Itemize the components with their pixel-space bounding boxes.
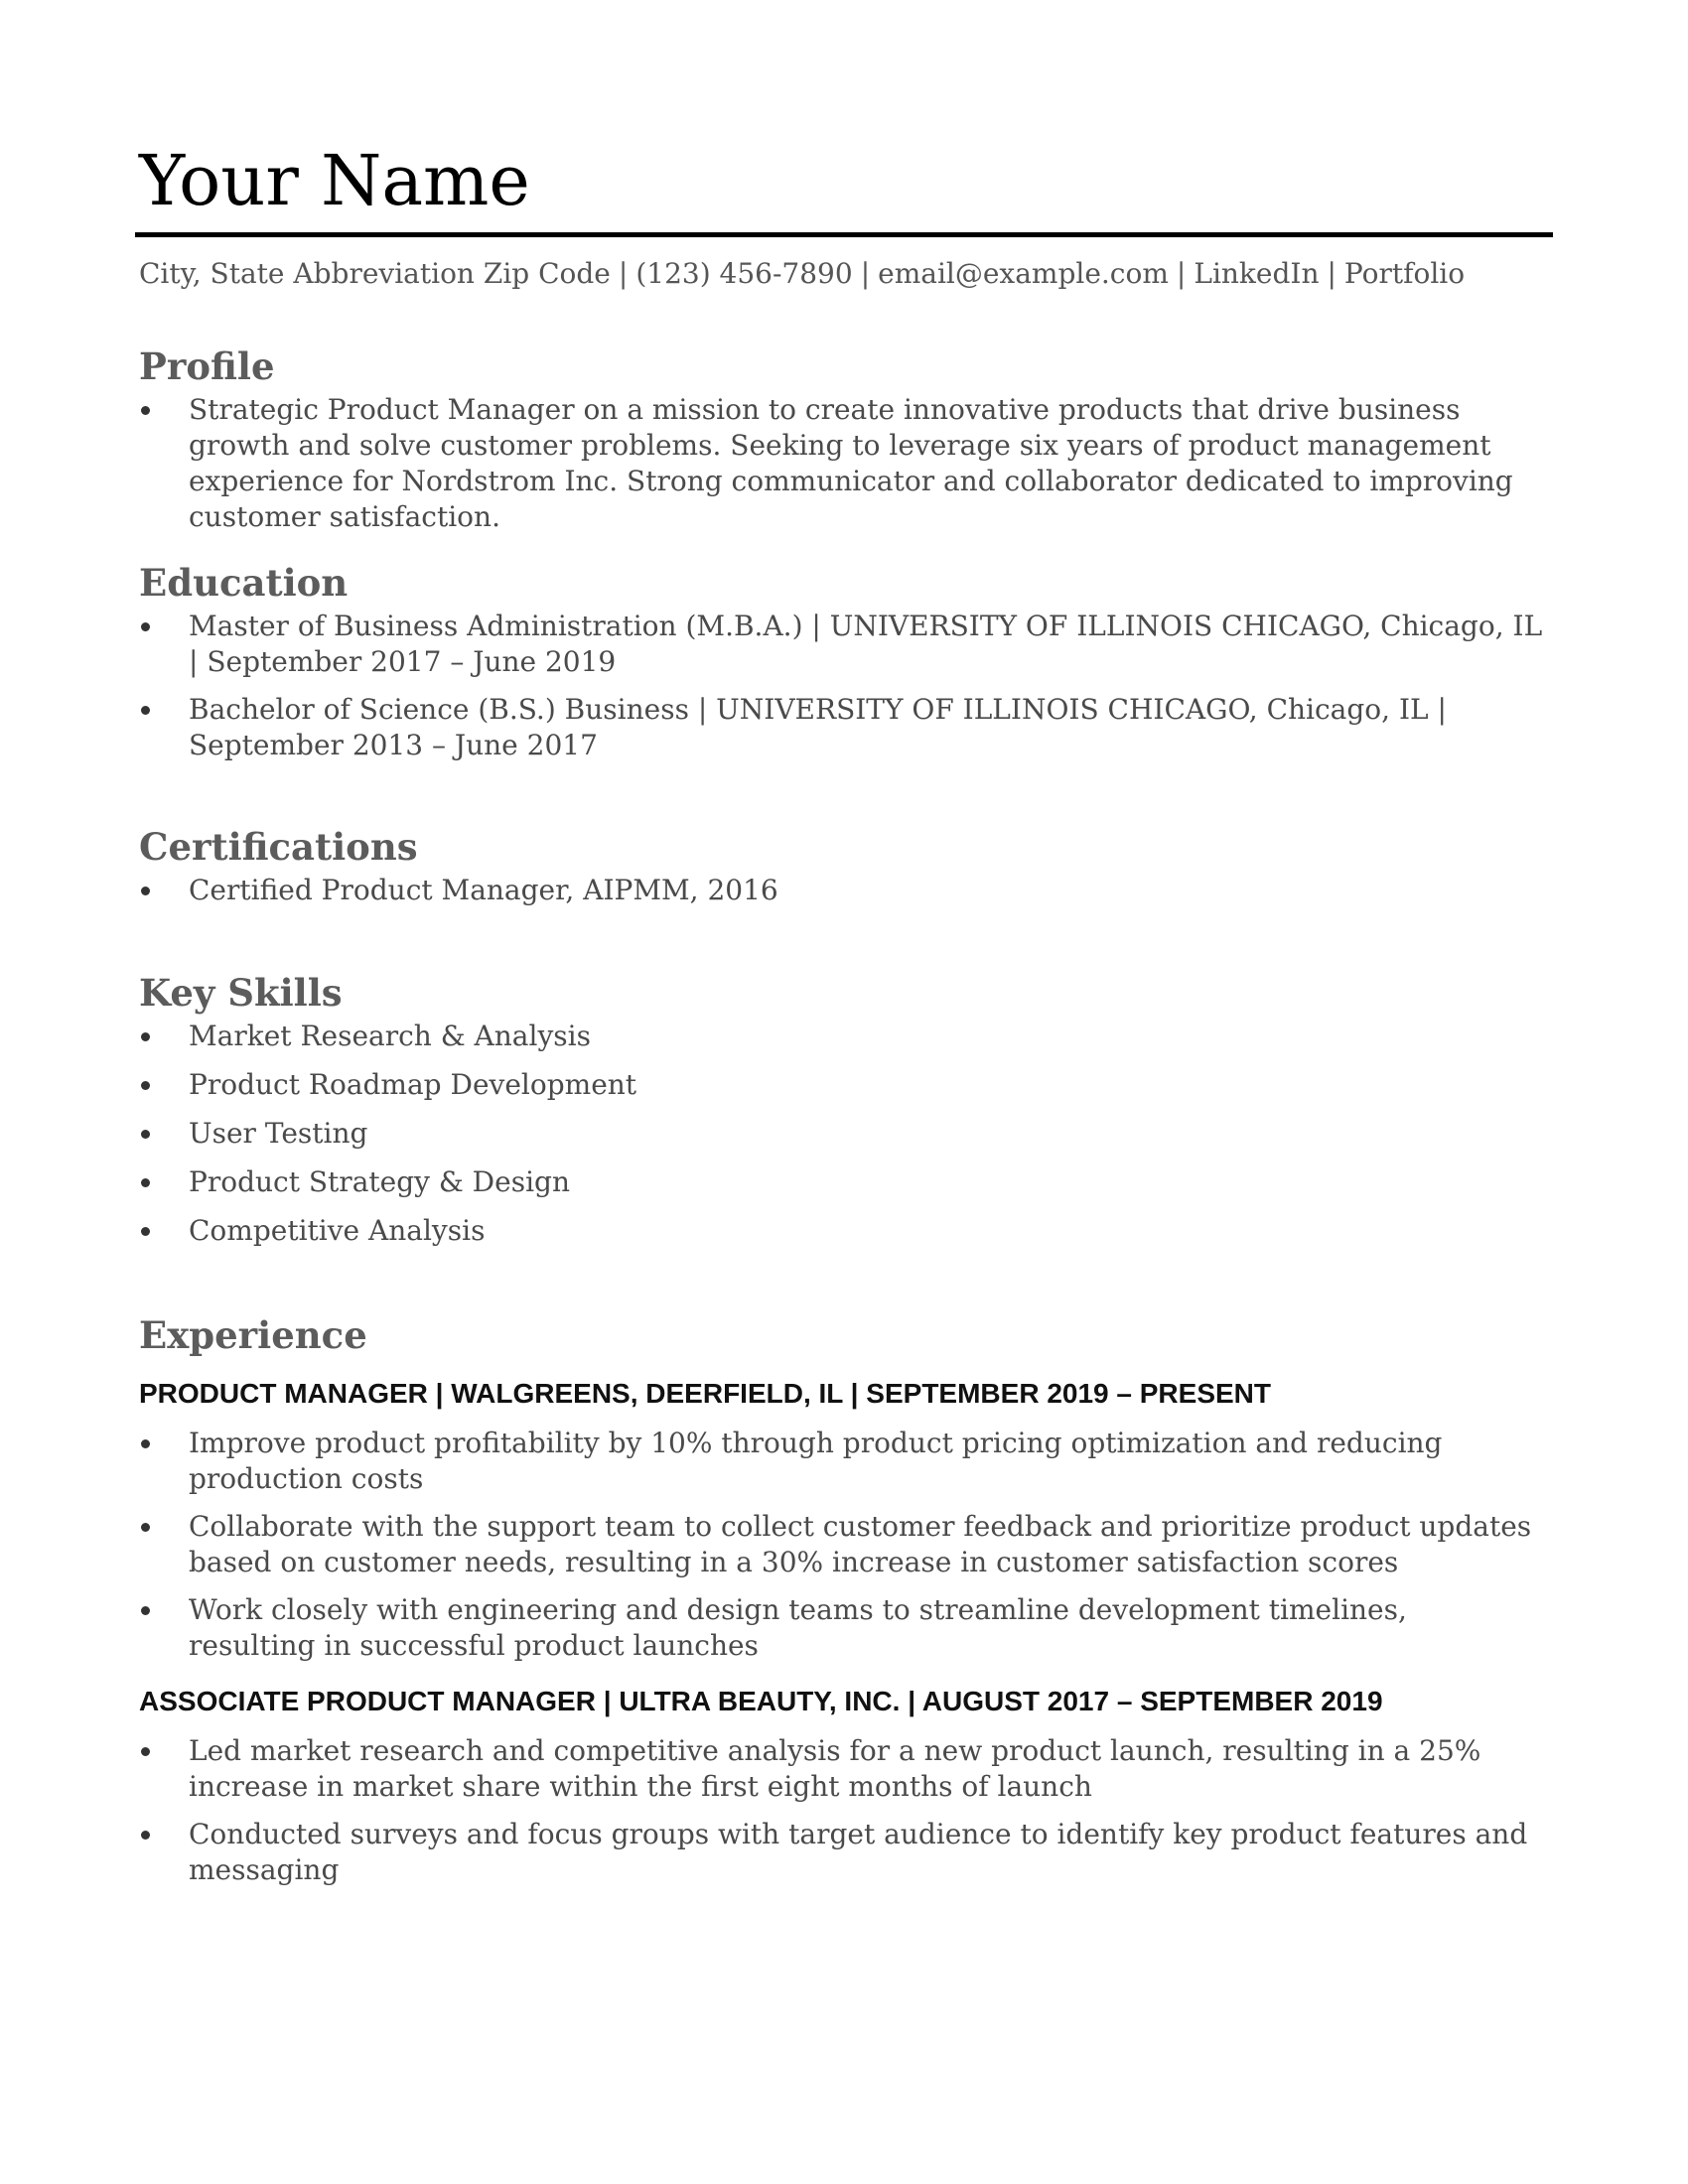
contact-linkedin-link[interactable]: LinkedIn (1194, 257, 1320, 290)
job-title-walgreens: PRODUCT MANAGER | WALGREENS, DEERFIELD, IL | SEPTEMBER 2019 – PRESENT (139, 1378, 1271, 1409)
list-item: User Testing (139, 1116, 1553, 1152)
separator: | (1327, 257, 1336, 290)
bullet-icon (141, 622, 150, 631)
list-item: Master of Business Administration (M.B.A.) | UNIVERSITY OF ILLINOIS CHICAGO, Chicago, IL | September 2017 – June 2019 (139, 609, 1553, 680)
bullet-icon (141, 406, 150, 415)
list-item: Product Roadmap Development (139, 1067, 1553, 1103)
contact-location: City, State Abbreviation Zip Code (139, 257, 611, 290)
bullet-icon (141, 1831, 150, 1840)
contact-line (139, 256, 1553, 292)
list-item: Collaborate with the support team to collect customer feedback and prioritize product updates based on customer needs, resulting in a 30% increase in customer satisfaction scores (139, 1509, 1553, 1580)
bullet-icon (141, 1747, 150, 1756)
certifications-section (139, 824, 1553, 908)
list-item: Improve product profitability by 10% through product pricing optimization and reducing production costs (139, 1426, 1553, 1497)
bullet-icon (141, 1606, 150, 1615)
bullet-icon (141, 1523, 150, 1532)
job-title-ultra-beauty: ASSOCIATE PRODUCT MANAGER | ULTRA BEAUTY, INC. | AUGUST 2017 – SEPTEMBER 2019 (139, 1686, 1383, 1716)
bullet-icon (141, 887, 150, 895)
candidate-name: Your Name (139, 140, 530, 221)
profile-section (139, 343, 1553, 535)
section-heading-experience: Experience (139, 1313, 367, 1357)
list-item: Work closely with engineering and design teams to streamline development timelines, resulting in successful product launches (139, 1592, 1553, 1664)
separator: | (860, 257, 871, 290)
bullet-icon (141, 1439, 150, 1448)
section-heading-certifications: Certifications (139, 825, 418, 869)
education-list (139, 609, 1553, 763)
skills-list (139, 1019, 1553, 1249)
section-heading-education: Education (139, 561, 349, 605)
bullet-icon (141, 1130, 150, 1139)
education-section (139, 560, 1553, 763)
bullet-icon (141, 1081, 150, 1090)
list-item: Product Strategy & Design (139, 1164, 1553, 1200)
list-item: Competitive Analysis (139, 1213, 1553, 1249)
contact-portfolio-link[interactable]: Portfolio (1343, 257, 1466, 290)
separator: | (618, 257, 629, 290)
list-item: Bachelor of Science (B.S.) Business | UNIVERSITY OF ILLINOIS CHICAGO, Chicago, IL | September 2013 – June 2017 (139, 692, 1553, 763)
separator: | (1176, 257, 1187, 290)
bullet-icon (141, 1178, 150, 1187)
bullet-icon (141, 706, 150, 715)
list-item: Conducted surveys and focus groups with target audience to identify key product features and messaging (139, 1817, 1553, 1888)
contact-email[interactable]: email@example.com (878, 257, 1169, 290)
job-bullets-ultra-beauty (139, 1733, 1553, 1888)
bullet-icon (141, 1032, 150, 1041)
list-item: Led market research and competitive analysis for a new product launch, resulting in a 25% increase in market share within the first eight months of launch (139, 1733, 1553, 1805)
contact-phone: (123) 456-7890 (635, 257, 853, 290)
header-divider (135, 232, 1553, 237)
job-bullets-walgreens (139, 1426, 1553, 1664)
certifications-list (139, 873, 1553, 908)
section-heading-key-skills: Key Skills (139, 971, 343, 1015)
list-item: Certified Product Manager, AIPMM, 2016 (139, 873, 1553, 908)
experience-section (139, 1312, 1553, 1888)
bullet-icon (141, 1227, 150, 1236)
profile-list (139, 392, 1553, 535)
list-item: Strategic Product Manager on a mission to create innovative products that drive business growth and solve customer problems. Seeking to leverage six years of product management experience for Nordstrom Inc. Strong communicator and collaborator dedicated to improving customer satisfaction. (139, 392, 1553, 535)
section-heading-profile: Profile (139, 344, 275, 388)
skills-section (139, 970, 1553, 1249)
resume-page (135, 0, 1553, 2184)
list-item: Market Research & Analysis (139, 1019, 1553, 1054)
